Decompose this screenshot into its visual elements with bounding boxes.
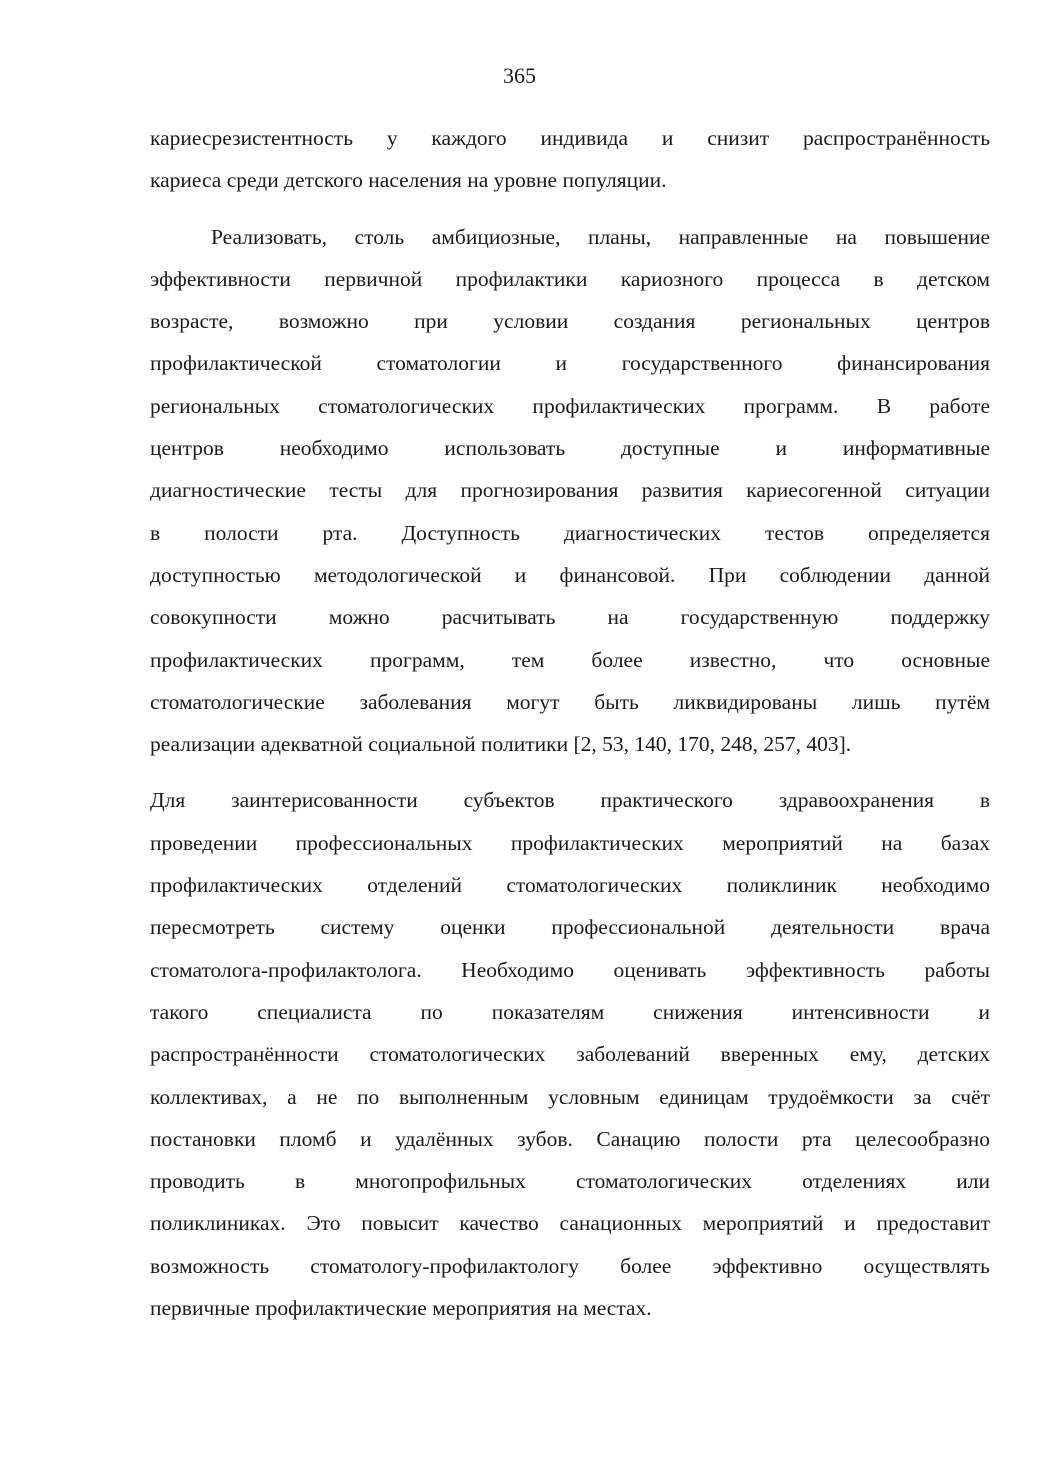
text-line: первичные профилактические мероприятия на местах. — [150, 1296, 652, 1321]
text-line: кариеса среди детского населения на уровне популяции. — [150, 168, 667, 193]
text-line: возможность стоматологу-профилактологу более эффективно осуществлять — [150, 1253, 990, 1278]
text-line: эффективности первичной профилактики кариозного процесса в детском — [150, 266, 990, 291]
text-line: проводить в многопрофильных стоматологических отделениях или — [150, 1169, 990, 1194]
text-line: пересмотреть систему оценки профессиональной деятельности врача — [150, 915, 990, 940]
text-line: Реализовать, столь амбициозные, планы, направленные на повышение — [211, 224, 990, 249]
text-line: коллективах, а не по выполненным условным единицам трудоёмкости за счёт — [150, 1084, 990, 1109]
text-line: в полости рта. Доступность диагностических тестов определяется — [150, 520, 990, 545]
text-line: такого специалиста по показателям снижения интенсивности и — [150, 999, 990, 1024]
text-line: профилактических программ, тем более известно, что основные — [150, 647, 990, 672]
text-line: кариесрезистентность у каждого индивида и снизит распространённость — [150, 126, 990, 150]
text-line: региональных стоматологических профилактических программ. В работе — [150, 393, 990, 418]
text-line: диагностические тесты для прогнозирования развития кариесогенной ситуации — [150, 478, 990, 503]
text-line: проведении профессиональных профилактических мероприятий на базах — [150, 830, 990, 855]
paragraph-regional-centers — [150, 216, 990, 766]
page-number: 365 — [503, 63, 536, 88]
text-line: стоматологические заболевания могут быть ликвидированы лишь путём — [150, 689, 990, 714]
text-line: профилактической стоматологии и государственного финансирования — [150, 351, 990, 376]
text-line: реализации адекватной социальной политики [2, 53, 140, 170, 248, 257, 403]. — [150, 732, 852, 757]
text-line: доступностью методологической и финансовой. При соблюдении данной — [150, 562, 990, 587]
text-line: совокупности можно расчитывать на государственную поддержку — [150, 605, 990, 630]
text-line: распространённости стоматологических заболеваний вверенных ему, детских — [150, 1042, 990, 1067]
text-line: постановки пломб и удалённых зубов. Санацию полости рта целесообразно — [150, 1126, 990, 1151]
text-line: стоматолога-профилактолога. Необходимо оценивать эффективность работы — [150, 957, 990, 982]
text-line: Для заинтерисованности субъектов практического здравоохранения в — [150, 788, 990, 813]
text-line: центров необходимо использовать доступные и информативные — [150, 436, 990, 461]
document-body — [150, 117, 990, 1329]
paragraph-continuation — [150, 117, 990, 202]
paragraph-evaluation — [150, 779, 990, 1329]
text-line: возрасте, возможно при условии создания региональных центров — [150, 309, 990, 334]
text-line: поликлиниках. Это повысит качество санационных мероприятий и предоставит — [150, 1211, 990, 1236]
text-line: профилактических отделений стоматологических поликлиник необходимо — [150, 873, 990, 898]
